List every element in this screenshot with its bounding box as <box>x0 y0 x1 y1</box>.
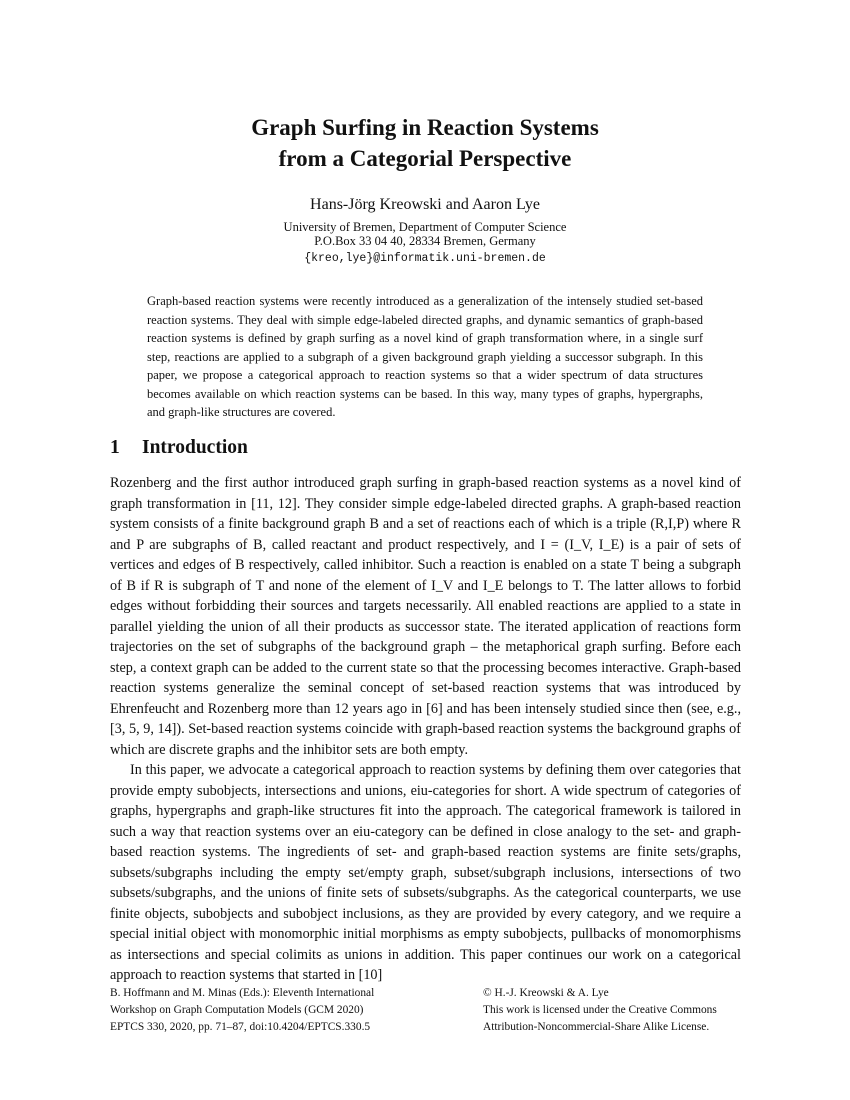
section-heading <box>110 436 248 460</box>
section-number: 1 <box>110 437 120 458</box>
footer-left-line-1: B. Hoffmann and M. Minas (Eds.): Eleventh International <box>110 987 375 999</box>
affiliation-line-2: P.O.Box 33 04 40, 28334 Bremen, Germany <box>314 234 536 248</box>
paragraph-2: In this paper, we advocate a categorical approach to reaction systems by defining them over categories that provide empty subobjects, intersections and unions, eiu-categories for short. A wide spectrum of categories of graphs, hypergraphs and graph-like structures fit into the approach. The categorical framework is tailored in such a way that reaction systems over an eiu-category can be defined in close analogy to the set- and graph-based reaction systems. The ingredients of set- and graph-based reaction systems are finite sets/graphs, subsets/subgraphs including the empty set/empty graph, subset/subgraph inclusions, intersections of two subsets/subgraphs, and the unions of finite sets of subsets/subgraphs. As the categorical counterparts, we use finite objects, subobjects and subobject inclusions, as they are provided by every category, and we require a special initial object with monomorphic initial morphisms as empty subobjects, pullbacks of monomorphisms as intersections and special colimits as unions in addition. This paper continues our work on a categorical approach to reaction systems that started in [10] <box>110 762 741 983</box>
paragraph-1: Rozenberg and the first author introduced graph surfing in graph-based reaction systems as a novel kind of graph transformation in [11, 12]. They consider simple edge-labeled directed graphs. A graph-based reaction system consists of a finite background graph B and a set of reactions each of which is a triple (R,I,P) where R and P are subgraphs of B, called reactant and product respectively, and I = (I_V, I_E) is a pair of sets of vertices and edges of B respectively, called inhibitor. Such a reaction is enabled on a state T being a subgraph of B if R is subgraph of T and none of the element of I_V and I_E belongs to T. The latter allows to forbid edges without forbidding their sources and targets necessarily. All enabled reactions are applied to a state in parallel yielding the union of all their products as successor state. The iterated application of reactions form trajectories on the set of subgraphs of the background graph – the metaphorical graph surfing. Before each step, a context graph can be added to the current state so that the processing becomes interactive. Graph-based reaction systems generalize the seminal concept of set-based reaction systems that was introduced by Ehrenfeucht and Rozenberg more than 12 years ago in [6] and has been intensely studied since then (see, e.g., [3, 5, 9, 14]). Set-based reaction systems coincide with graph-based reaction systems the background graphs of which are discrete graphs and the inhibitor sets are both empty. <box>110 475 741 758</box>
footer-left-line-3: EPTCS 330, 2020, pp. 71–87, doi:10.4204/EPTCS.330.5 <box>110 1021 371 1033</box>
abstract: Graph-based reaction systems were recently introduced as a generalization of the intensely studied set-based reaction systems. They deal with simple edge-labeled directed graphs, and dynamic semantics of graph-based reaction systems is defined by graph surfing as a novel kind of graph transformation where, in a single surf step, reactions are applied to a subgraph of a given background graph yielding a successor subgraph. In this paper, we propose a categorical approach to reaction systems so that a wider spectrum of data structures becomes available on which reaction systems can be based. In this way, many types of graphs, hypergraphs, and graph-like structures are covered. <box>147 294 703 419</box>
body-text <box>110 473 741 986</box>
title-line-1: Graph Surfing in Reaction Systems <box>251 115 599 140</box>
footer-license-info <box>483 985 717 1036</box>
section-title: Introduction <box>142 437 248 458</box>
footer-right-line-1: © H.-J. Kreowski & A. Lye <box>483 987 609 999</box>
title-line-2: from a Categorial Perspective <box>278 146 572 171</box>
footer-left-line-2: Workshop on Graph Computation Models (GCM 2020) <box>110 1004 364 1016</box>
footer-publication-info <box>110 985 374 1036</box>
footer-right-line-3: Attribution-Noncommercial-Share Alike License. <box>483 1021 710 1033</box>
paper-title <box>0 112 850 174</box>
author-email: {kreo,lye}@informatik.uni-bremen.de <box>304 252 546 265</box>
footer-right-line-2: This work is licensed under the Creative Commons <box>483 1004 717 1016</box>
affiliation-line-1: University of Bremen, Department of Computer Science <box>283 220 567 234</box>
author-list: Hans-Jörg Kreowski and Aaron Lye <box>310 196 540 213</box>
affiliation <box>0 220 850 248</box>
